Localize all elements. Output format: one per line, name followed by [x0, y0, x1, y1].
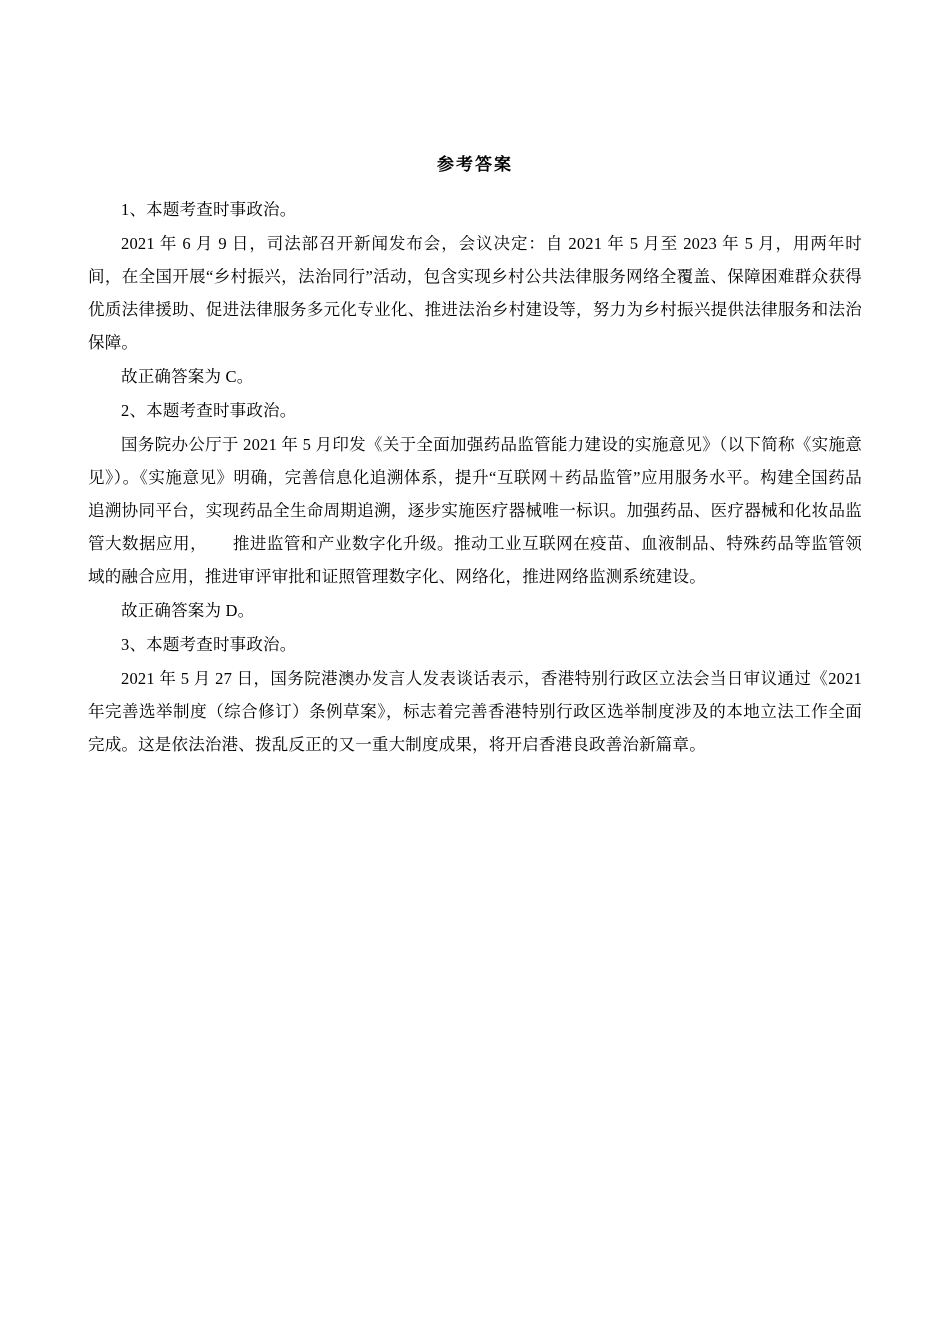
answer-body-1: 2021 年 6 月 9 日，司法部召开新闻发布会，会议决定：自 2021 年 5 月至 2023 年 5 月，用两年时间，在全国开展“乡村振兴，法治同行”活动，包含实现乡村公共法律服务网络全覆盖、保障困难群众获得优质法律援助、促进法律服务多元化专业化、推进法治乡村建设等，努力为乡村振兴提供法律服务和法治保障。	[88, 234, 862, 352]
answer-conclusion-1: 故正确答案为 C。	[121, 367, 254, 386]
page-title: 参考答案	[437, 155, 513, 174]
answer-heading-2: 2、本题考查时事政治。	[121, 401, 297, 420]
page-bottom-spacer	[88, 762, 862, 782]
answer-heading-3: 3、本题考查时事政治。	[121, 635, 297, 654]
answer-body-3: 2021 年 5 月 27 日，国务院港澳办发言人发表谈话表示，香港特别行政区立法会当日审议通过《2021 年完善选举制度（综合修订）条例草案》，标志着完善香港特别行政区选举制度涉及的本地立法工作全面完成。这是依法治港、拨乱反正的又一重大制度成果，将开启香港良政善治新篇章。	[88, 669, 862, 754]
answer-heading-1: 1、本题考查时事政治。	[121, 200, 297, 219]
answer-conclusion-2: 故正确答案为 D。	[121, 601, 255, 620]
answer-body-2: 国务院办公厅于 2021 年 5 月印发《关于全面加强药品监管能力建设的实施意见》（以下简称《实施意见》）。《实施意见》明确，完善信息化追溯体系，提升“互联网＋药品监管”应用服务水平。构建全国药品追溯协同平台，实现药品全生命周期追溯，逐步实施医疗器械唯一标识。加强药品、医疗器械和化妆品监管大数据应用， 推进监管和产业数字化升级。推动工业互联网在疫苗、血液制品、特殊药品等监管领域的融合应用，推进审评审批和证照管理数字化、网络化，推进网络监测系统建设。	[88, 435, 862, 586]
